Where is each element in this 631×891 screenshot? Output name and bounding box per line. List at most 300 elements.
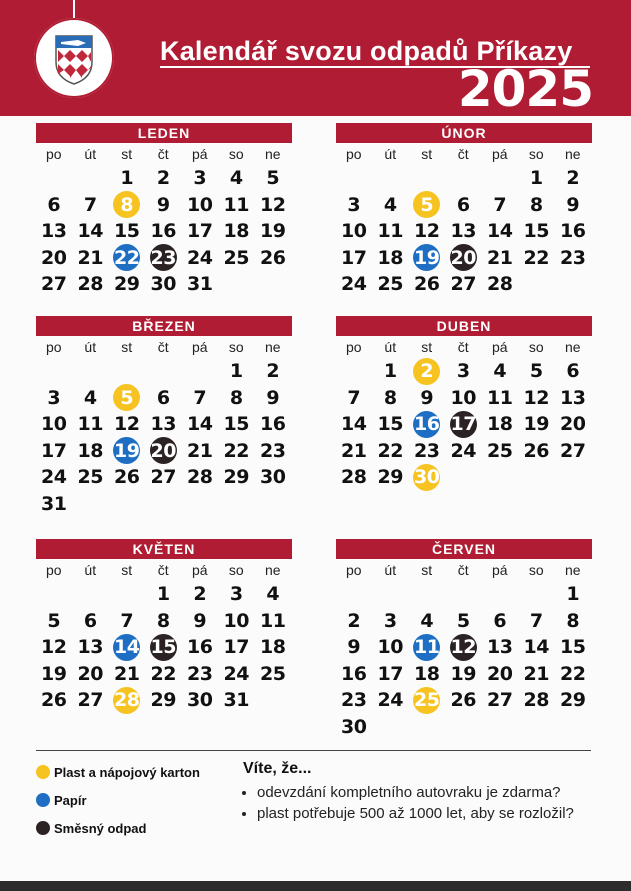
day-number: 24: [341, 273, 367, 296]
day-cell: [336, 438, 373, 465]
day-number: 17: [187, 220, 213, 243]
day-cell: [145, 634, 182, 661]
smesny-pickup-day: 17: [450, 411, 477, 438]
day-number: 29: [150, 689, 176, 712]
empty-day: [182, 358, 219, 385]
day-number: 7: [347, 386, 361, 409]
day-number: 9: [193, 609, 207, 632]
day-cell: [518, 661, 555, 688]
did-you-know-box: [243, 760, 583, 824]
day-cell: [145, 165, 182, 192]
day-cell: [518, 192, 555, 219]
day-cell: [72, 245, 109, 272]
day-number: 22: [150, 662, 176, 685]
day-number: 11: [377, 220, 403, 243]
day-number: 12: [523, 386, 549, 409]
weekday-label: pá: [491, 562, 508, 578]
day-cell: [182, 411, 219, 438]
day-cell: [109, 165, 146, 192]
day-cell: [218, 634, 255, 661]
day-number: 21: [77, 246, 103, 269]
day-cell: [255, 608, 292, 635]
day-cell: [409, 245, 446, 272]
day-cell: [182, 385, 219, 412]
weekday-label: út: [384, 146, 397, 162]
weekday-label: út: [84, 562, 97, 578]
empty-day: [336, 358, 373, 385]
day-number: 5: [266, 167, 280, 190]
day-number: 20: [560, 413, 586, 436]
legend: [36, 758, 200, 842]
day-number: 26: [260, 246, 286, 269]
day-number: 4: [383, 193, 397, 216]
day-number: 24: [223, 662, 249, 685]
month-header: ČERVEN: [336, 539, 592, 559]
day-cell: [218, 385, 255, 412]
day-number: 11: [260, 609, 286, 632]
empty-day: [336, 165, 373, 192]
day-number: 10: [223, 609, 249, 632]
day-cell: [445, 192, 482, 219]
day-cell: [145, 385, 182, 412]
weekday-label: út: [384, 562, 397, 578]
day-cell: [145, 608, 182, 635]
month-calendar: [36, 316, 292, 517]
day-cell: [182, 608, 219, 635]
month-header: KVĚTEN: [36, 539, 292, 559]
empty-day: [445, 165, 482, 192]
day-number: 20: [487, 662, 513, 685]
day-number: 7: [120, 609, 134, 632]
day-cell: [518, 358, 555, 385]
month-grid: [336, 559, 593, 740]
day-cell: [445, 271, 482, 298]
day-cell: [109, 245, 146, 272]
day-number: 27: [487, 689, 513, 712]
day-cell: [36, 661, 73, 688]
day-number: 15: [223, 413, 249, 436]
weekday-label: po: [345, 562, 362, 578]
day-number: 16: [260, 413, 286, 436]
day-cell: [109, 271, 146, 298]
day-cell: [72, 687, 109, 714]
day-cell: [555, 411, 592, 438]
day-cell: [145, 581, 182, 608]
weekday-label: st: [421, 146, 433, 162]
day-number: 26: [41, 689, 67, 712]
day-cell: [72, 438, 109, 465]
day-cell: [555, 192, 592, 219]
day-number: 2: [193, 583, 207, 606]
day-number: 3: [383, 609, 397, 632]
day-cell: [218, 245, 255, 272]
day-cell: [255, 438, 292, 465]
papir-pickup-day: 16: [413, 411, 440, 438]
day-cell: [336, 634, 373, 661]
day-cell: [36, 491, 73, 518]
day-cell: [145, 661, 182, 688]
day-cell: [255, 661, 292, 688]
day-number: 1: [120, 167, 134, 190]
day-number: 7: [83, 193, 97, 216]
day-cell: [182, 464, 219, 491]
day-cell: [518, 411, 555, 438]
day-cell: [372, 438, 409, 465]
day-cell: [36, 464, 73, 491]
weekday-label: ne: [564, 562, 581, 578]
papir-pickup-day: 19: [413, 244, 440, 271]
day-number: 16: [560, 220, 586, 243]
day-cell: [336, 411, 373, 438]
month-calendar: [336, 123, 592, 298]
day-cell: [255, 218, 292, 245]
day-number: 30: [260, 466, 286, 489]
day-cell: [555, 165, 592, 192]
day-cell: [336, 661, 373, 688]
day-cell: [445, 358, 482, 385]
header-banner: [0, 0, 631, 116]
day-cell: [482, 218, 519, 245]
smesny-pickup-day: 23: [150, 244, 177, 271]
day-cell: [482, 634, 519, 661]
day-number: 2: [266, 360, 280, 383]
weekday-label: st: [121, 339, 133, 355]
day-cell: [555, 245, 592, 272]
facts-list: [243, 782, 583, 824]
day-cell: [109, 438, 146, 465]
day-number: 31: [187, 273, 213, 296]
day-number: 17: [377, 662, 403, 685]
day-number: 18: [487, 413, 513, 436]
day-number: 23: [414, 439, 440, 462]
day-number: 4: [493, 360, 507, 383]
day-cell: [336, 714, 373, 741]
day-number: 22: [223, 439, 249, 462]
day-number: 31: [223, 689, 249, 712]
day-cell: [145, 411, 182, 438]
plast-pickup-day: 30: [413, 464, 440, 491]
day-number: 10: [41, 413, 67, 436]
day-cell: [445, 245, 482, 272]
day-cell: [555, 385, 592, 412]
day-cell: [445, 438, 482, 465]
day-cell: [109, 661, 146, 688]
day-number: 28: [487, 273, 513, 296]
day-cell: [555, 218, 592, 245]
legend-item-plast: [36, 758, 200, 786]
weekday-label: ne: [264, 562, 281, 578]
day-number: 23: [187, 662, 213, 685]
day-cell: [72, 411, 109, 438]
day-number: 27: [77, 689, 103, 712]
empty-day: [72, 165, 109, 192]
day-cell: [445, 608, 482, 635]
empty-day: [36, 358, 73, 385]
day-cell: [336, 687, 373, 714]
day-cell: [372, 661, 409, 688]
empty-day: [109, 358, 146, 385]
empty-day: [518, 581, 555, 608]
legend-divider: [36, 750, 591, 751]
day-cell: [218, 411, 255, 438]
empty-day: [372, 165, 409, 192]
day-number: 2: [566, 167, 580, 190]
day-cell: [482, 411, 519, 438]
day-cell: [255, 165, 292, 192]
day-number: 21: [114, 662, 140, 685]
day-cell: [218, 661, 255, 688]
day-number: 21: [487, 246, 513, 269]
day-cell: [518, 218, 555, 245]
municipal-coat-of-arms: [34, 18, 114, 98]
day-number: 13: [77, 636, 103, 659]
day-number: 25: [377, 273, 403, 296]
day-number: 22: [560, 662, 586, 685]
day-number: 23: [341, 689, 367, 712]
day-number: 21: [341, 439, 367, 462]
month-calendar: [336, 316, 592, 491]
month-calendar: [36, 123, 292, 298]
day-number: 19: [260, 220, 286, 243]
month-grid: [36, 336, 293, 517]
legend-label: Papír: [54, 792, 87, 808]
day-cell: [445, 634, 482, 661]
day-number: 25: [487, 439, 513, 462]
day-number: 1: [529, 167, 543, 190]
day-cell: [182, 661, 219, 688]
fact-item: • plast potřebuje 500 až 1000 let, aby se rozložil?: [257, 803, 583, 824]
day-cell: [72, 634, 109, 661]
day-cell: [255, 358, 292, 385]
day-number: 27: [560, 439, 586, 462]
day-cell: [109, 464, 146, 491]
day-cell: [255, 634, 292, 661]
day-cell: [36, 438, 73, 465]
plast-pickup-day: 5: [413, 191, 440, 218]
smesny-pickup-day: 20: [150, 437, 177, 464]
day-cell: [109, 385, 146, 412]
day-cell: [218, 581, 255, 608]
day-cell: [255, 245, 292, 272]
day-number: 18: [77, 439, 103, 462]
weekday-label: ne: [564, 339, 581, 355]
day-number: 26: [114, 466, 140, 489]
fact-item: • odevzdání kompletního autovraku je zdarma?: [257, 782, 583, 803]
day-number: 9: [420, 386, 434, 409]
day-number: 13: [560, 386, 586, 409]
day-cell: [145, 464, 182, 491]
weekday-label: po: [45, 339, 62, 355]
legend-label: Směsný odpad: [54, 820, 147, 836]
day-number: 8: [383, 386, 397, 409]
day-cell: [372, 411, 409, 438]
day-cell: [182, 634, 219, 661]
day-cell: [555, 581, 592, 608]
day-cell: [218, 464, 255, 491]
day-number: 2: [156, 167, 170, 190]
day-cell: [145, 218, 182, 245]
day-number: 15: [560, 636, 586, 659]
day-cell: [182, 581, 219, 608]
day-number: 31: [41, 492, 67, 515]
day-cell: [255, 411, 292, 438]
day-number: 16: [341, 662, 367, 685]
day-number: 15: [377, 413, 403, 436]
day-number: 10: [450, 386, 476, 409]
day-cell: [145, 687, 182, 714]
weekday-label: po: [45, 146, 62, 162]
plast-pickup-day: 8: [113, 191, 140, 218]
day-cell: [409, 661, 446, 688]
day-cell: [109, 608, 146, 635]
empty-day: [36, 165, 73, 192]
weekday-label: so: [528, 146, 544, 162]
day-number: 13: [450, 220, 476, 243]
day-cell: [445, 218, 482, 245]
empty-day: [409, 165, 446, 192]
day-number: 18: [223, 220, 249, 243]
day-cell: [72, 661, 109, 688]
day-number: 9: [566, 193, 580, 216]
weekday-label: pá: [491, 339, 508, 355]
weekday-label: pá: [191, 146, 208, 162]
weekday-label: čt: [157, 562, 169, 578]
legend-item-smesny: [36, 814, 200, 842]
day-cell: [336, 218, 373, 245]
day-number: 3: [347, 193, 361, 216]
legend-label: Plast a nápojový karton: [54, 764, 200, 780]
day-cell: [482, 271, 519, 298]
day-cell: [445, 687, 482, 714]
day-number: 12: [414, 220, 440, 243]
day-cell: [372, 464, 409, 491]
plast-pickup-day: 28: [113, 687, 140, 714]
day-cell: [336, 245, 373, 272]
plast-pickup-day: 25: [413, 687, 440, 714]
day-number: 15: [523, 220, 549, 243]
day-cell: [36, 634, 73, 661]
empty-day: [409, 581, 446, 608]
weekday-label: čt: [457, 146, 469, 162]
day-number: 3: [229, 583, 243, 606]
day-number: 14: [187, 413, 213, 436]
weekday-label: st: [121, 146, 133, 162]
weekday-label: pá: [191, 339, 208, 355]
day-number: 13: [150, 413, 176, 436]
empty-day: [109, 581, 146, 608]
day-number: 26: [450, 689, 476, 712]
month-grid: [336, 336, 593, 491]
legend-item-papir: [36, 786, 200, 814]
day-number: 9: [156, 193, 170, 216]
day-cell: [555, 438, 592, 465]
day-cell: [182, 271, 219, 298]
day-number: 25: [77, 466, 103, 489]
day-cell: [482, 438, 519, 465]
day-cell: [218, 438, 255, 465]
day-number: 17: [223, 636, 249, 659]
day-number: 27: [450, 273, 476, 296]
day-number: 16: [187, 636, 213, 659]
day-cell: [409, 358, 446, 385]
weekday-label: po: [45, 562, 62, 578]
papir-pickup-day: 11: [413, 634, 440, 661]
day-cell: [218, 358, 255, 385]
day-cell: [518, 608, 555, 635]
month-grid: [36, 143, 293, 298]
day-cell: [36, 271, 73, 298]
month-header: DUBEN: [336, 316, 592, 336]
day-cell: [145, 438, 182, 465]
day-cell: [518, 438, 555, 465]
day-cell: [336, 192, 373, 219]
day-cell: [482, 661, 519, 688]
smesny-pickup-day: 12: [450, 634, 477, 661]
day-cell: [555, 634, 592, 661]
papir-pickup-day: 19: [113, 437, 140, 464]
weekday-label: ne: [264, 146, 281, 162]
day-number: 4: [83, 386, 97, 409]
plast-dot-icon: [36, 765, 50, 779]
weekday-label: so: [228, 339, 244, 355]
day-number: 3: [193, 167, 207, 190]
weekday-label: út: [84, 339, 97, 355]
weekday-label: čt: [157, 339, 169, 355]
weekday-label: ne: [264, 339, 281, 355]
day-number: 22: [523, 246, 549, 269]
day-number: 13: [487, 636, 513, 659]
day-cell: [109, 218, 146, 245]
day-number: 27: [41, 273, 67, 296]
day-number: 7: [193, 386, 207, 409]
day-cell: [72, 192, 109, 219]
day-number: 18: [414, 662, 440, 685]
day-cell: [36, 245, 73, 272]
day-cell: [36, 411, 73, 438]
day-cell: [255, 464, 292, 491]
day-number: 6: [83, 609, 97, 632]
day-cell: [482, 687, 519, 714]
coat-of-arms-icon: [34, 18, 114, 98]
smesny-dot-icon: [36, 821, 50, 835]
day-number: 30: [341, 715, 367, 738]
day-number: 24: [41, 466, 67, 489]
day-number: 24: [187, 246, 213, 269]
day-number: 21: [523, 662, 549, 685]
day-number: 14: [487, 220, 513, 243]
day-cell: [372, 192, 409, 219]
day-number: 5: [529, 360, 543, 383]
day-cell: [482, 192, 519, 219]
day-number: 30: [187, 689, 213, 712]
empty-day: [36, 581, 73, 608]
day-cell: [372, 218, 409, 245]
day-number: 9: [347, 636, 361, 659]
empty-day: [145, 358, 182, 385]
day-number: 7: [493, 193, 507, 216]
month-header: ÚNOR: [336, 123, 592, 143]
day-cell: [218, 165, 255, 192]
day-cell: [409, 687, 446, 714]
day-number: 17: [341, 246, 367, 269]
month-grid: [336, 143, 593, 298]
day-number: 28: [523, 689, 549, 712]
day-number: 27: [150, 466, 176, 489]
month-header: LEDEN: [36, 123, 292, 143]
empty-day: [372, 581, 409, 608]
day-cell: [182, 218, 219, 245]
smesny-pickup-day: 15: [150, 634, 177, 661]
